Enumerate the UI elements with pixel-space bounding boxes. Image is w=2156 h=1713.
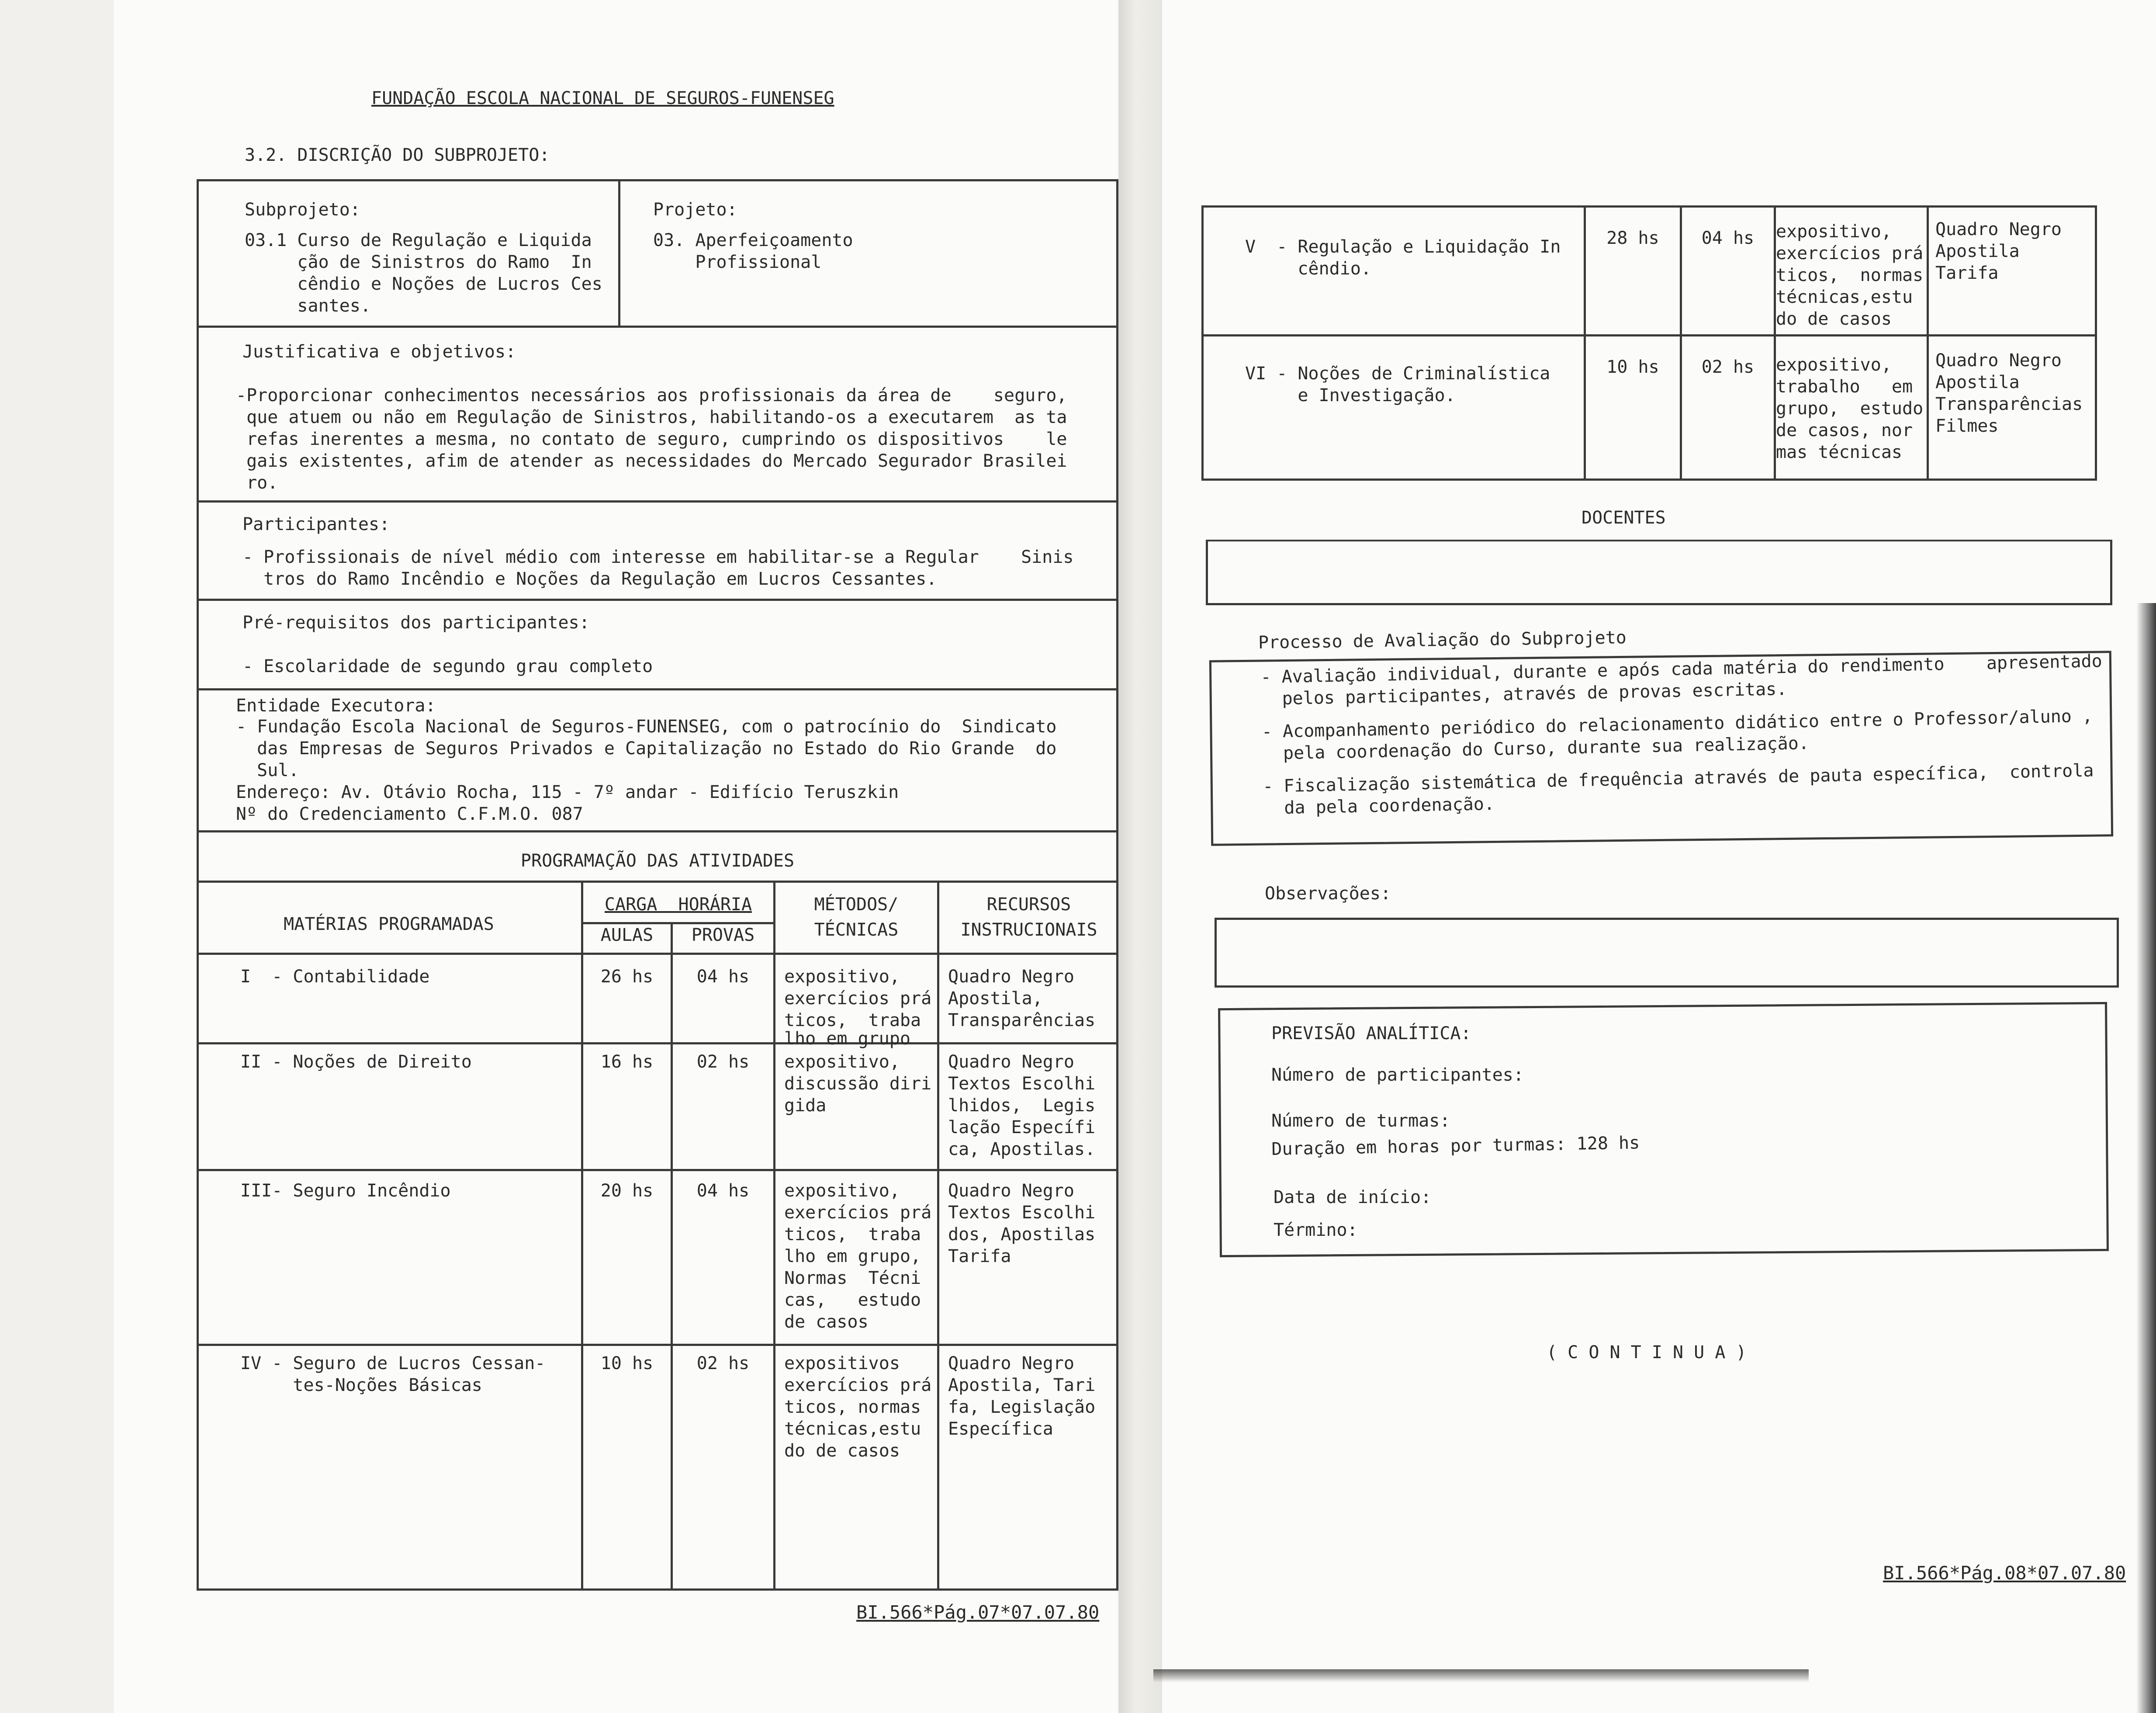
metodos-line: exercícios prá	[1776, 243, 1924, 264]
entidade-line: Endereço: Av. Otávio Rocha, 115 - 7º andar - Edifício Teruszkin	[236, 782, 899, 802]
previsao-item: Duração em horas por turmas: 128 hs	[1271, 1133, 1640, 1159]
provas-cell: 04 hs	[1701, 228, 1755, 248]
right-page	[1162, 0, 2156, 1713]
materia-line: V - Regulação e Liquidação In	[1245, 237, 1561, 257]
recursos-line: Quadro Negro	[1935, 219, 2062, 239]
metodos-cell	[1776, 221, 1923, 330]
projeto-label: Projeto:	[653, 200, 737, 220]
metodos-cell	[784, 1051, 931, 1117]
materia-line: VI - Noções de Criminalística	[1245, 364, 1550, 384]
recursos-cell	[948, 966, 1095, 1031]
metodos-line: ticos, traba	[784, 1010, 921, 1030]
metodos-line: gida	[784, 1096, 827, 1116]
entidade-line: Sul.	[236, 760, 299, 780]
col-line	[671, 922, 673, 1591]
metodos-line: discussão diri	[784, 1074, 932, 1094]
recursos-line: Específica	[948, 1419, 1053, 1439]
recursos-line: Quadro Negro	[1935, 350, 2062, 371]
metodos-line: cas, estudo	[784, 1290, 921, 1310]
recursos-line: Filmes	[1935, 416, 1999, 436]
prerequisitos-line: - Escolaridade de segundo grau completo	[242, 656, 653, 676]
previsao-item: Número de participantes:	[1271, 1065, 1524, 1085]
divider	[197, 326, 1118, 328]
projeto-line: Profissional	[653, 252, 822, 272]
recursos-line: ca, Apostilas.	[948, 1139, 1096, 1159]
col-recursos-line: INSTRUCIONAIS	[960, 920, 1097, 940]
divider	[197, 953, 1118, 955]
recursos-line: Apostila, Tari	[948, 1375, 1096, 1395]
metodos-line: lho em grupo,	[784, 1246, 921, 1266]
aulas-cell: 20 hs	[600, 1181, 654, 1201]
entidade-label: Entidade Executora:	[236, 696, 436, 716]
divider	[197, 688, 1118, 690]
justificativa-line: que atuem ou não em Regulação de Sinistros, habilitando-os a executarem as ta	[236, 407, 1067, 427]
metodos-line: expositivo,	[1776, 355, 1892, 375]
recursos-line: Quadro Negro	[948, 967, 1074, 987]
recursos-line: Transparências	[1935, 394, 2083, 414]
participantes-label: Participantes:	[242, 514, 390, 534]
materia-cell: II - Noções de Direito	[240, 1052, 472, 1072]
row-divider	[197, 1042, 1118, 1044]
materia-line: tes-Noções Básicas	[240, 1375, 482, 1395]
justificativa-label: Justificativa e objetivos:	[242, 342, 516, 362]
materia-cell: III- Seguro Incêndio	[240, 1181, 451, 1201]
materia-cell	[1245, 363, 1550, 406]
left-page	[114, 0, 1118, 1713]
recursos-cell	[1935, 218, 2062, 284]
recursos-line: Apostila,	[948, 988, 1043, 1009]
metodos-line: de casos	[784, 1312, 869, 1332]
subprojeto-line: santes.	[245, 296, 371, 316]
col-aulas: AULAS	[600, 925, 654, 945]
metodos-line: ticos, normas	[784, 1397, 921, 1417]
materia-cell	[1245, 236, 1561, 280]
recursos-line: lhidos, Legis	[948, 1096, 1096, 1116]
recursos-cell	[948, 1180, 1095, 1267]
subprojeto-line: cêndio e Noções de Lucros Ces	[245, 274, 602, 294]
recursos-cell	[948, 1352, 1095, 1440]
prerequisitos-label: Pré-requisitos dos participantes:	[242, 613, 590, 633]
row-divider	[197, 1169, 1118, 1171]
metodos-line: ticos, traba	[784, 1224, 921, 1245]
entidade-line: das Empresas de Seguros Privados e Capitalização no Estado do Rio Grande do	[236, 739, 1057, 759]
aulas-cell: 28 hs	[1606, 228, 1659, 248]
continua-label: ( C O N T I N U A )	[1547, 1342, 1747, 1363]
recursos-line: Tarifa	[948, 1246, 1011, 1266]
col-provas: PROVAS	[691, 925, 755, 945]
metodos-line: expositivo,	[1776, 222, 1892, 242]
col-metodos-line: TÉCNICAS	[814, 920, 899, 940]
col-carga: CARGA HORÁRIA	[604, 895, 752, 915]
metodos-line: grupo, estudo	[1776, 399, 1924, 419]
col-metodos	[775, 894, 937, 941]
col-line	[937, 881, 939, 1591]
metodos-line: técnicas,estu	[784, 1419, 921, 1439]
section-title: 3.2. DISCRIÇÃO DO SUBPROJETO:	[245, 145, 550, 165]
docentes-box	[1206, 540, 2112, 605]
metodos-cell	[784, 966, 932, 1049]
materia-cell: I - Contabilidade	[240, 967, 430, 987]
metodos-line: de casos, nor	[1776, 420, 1913, 440]
recursos-line: Quadro Negro	[948, 1052, 1074, 1072]
divider	[197, 881, 1118, 883]
metodos-line: exercícios prá	[784, 988, 932, 1009]
metodos-line: expositivos	[784, 1353, 900, 1373]
col-recursos	[939, 894, 1118, 941]
aulas-cell: 10 hs	[1606, 357, 1659, 377]
row-divider	[197, 1344, 1118, 1346]
scan-bottom-shadow	[1153, 1669, 1809, 1682]
aulas-cell: 10 hs	[600, 1353, 654, 1373]
recursos-line: Textos Escolhi	[948, 1074, 1096, 1094]
participantes-line: - Profissionais de nível médio com interesse em habilitar-se a Regular Sinis	[242, 547, 1074, 567]
col-line	[1927, 205, 1929, 481]
scan-edge-shadow	[2136, 603, 2156, 1713]
entidade-text	[236, 716, 1056, 825]
recursos-cell	[1935, 350, 2083, 437]
row-divider	[1201, 334, 2097, 336]
subprojeto-text	[245, 229, 602, 317]
avaliacao-text	[1260, 650, 2105, 819]
materia-cell	[240, 1352, 545, 1396]
participantes-text	[242, 546, 1073, 590]
provas-cell: 04 hs	[696, 1181, 750, 1201]
metodos-line: expositivo,	[784, 967, 900, 987]
materia-line: e Investigação.	[1245, 385, 1456, 406]
avaliacao-line: pela coordenação do Curso, durante sua realização.	[1262, 733, 1810, 764]
divider	[197, 599, 1118, 601]
divider	[618, 179, 620, 328]
previsao-item: Término:	[1274, 1220, 1358, 1240]
subprojeto-line: ção de Sinistros do Ramo In	[245, 252, 592, 272]
justificativa-text	[236, 385, 1067, 494]
avaliacao-line: - Avaliação individual, durante e após cada matéria do rendimento apresentado	[1260, 651, 2103, 687]
col-metodos-line: MÉTODOS/	[814, 895, 899, 915]
metodos-line: exercícios prá	[784, 1375, 932, 1395]
justificativa-line: -Proporcionar conhecimentos necessários aos profissionais da área de seguro,	[236, 385, 1067, 406]
avaliacao-label: Processo de Avaliação do Subprojeto	[1258, 628, 1627, 653]
subprojeto-line: 03.1 Curso de Regulação e Liquida	[245, 230, 592, 250]
institution-header: FUNDAÇÃO ESCOLA NACIONAL DE SEGUROS-FUNENSEG	[371, 88, 834, 108]
metodos-line: do de casos	[1776, 309, 1892, 329]
materia-line: IV - Seguro de Lucros Cessan-	[240, 1353, 546, 1373]
book-spine	[1118, 0, 1162, 1713]
participantes-line: tros do Ramo Incêndio e Noções da Regulação em Lucros Cessantes.	[242, 569, 937, 589]
metodos-line: Normas Técni	[784, 1268, 921, 1288]
metodos-line: expositivo,	[784, 1181, 900, 1201]
docentes-label: DOCENTES	[1582, 508, 1666, 528]
projeto-line: 03. Aperfeiçoamento	[653, 230, 853, 250]
projeto-text	[653, 229, 853, 273]
recursos-line: Apostila	[1935, 241, 2020, 261]
metodos-line: do de casos	[784, 1441, 900, 1461]
divider	[197, 500, 1118, 503]
aulas-cell: 16 hs	[600, 1052, 654, 1072]
justificativa-line: gais existentes, afim de atender as necessidades do Mercado Segurador Brasilei	[236, 451, 1067, 471]
justificativa-line: ro.	[236, 473, 278, 493]
subprojeto-label: Subprojeto:	[245, 200, 360, 220]
avaliacao-line: pelos participantes, através de provas escritas.	[1260, 679, 1787, 709]
col-materias: MATÉRIAS PROGRAMADAS	[284, 914, 494, 934]
recursos-line: Tarifa	[1935, 263, 1999, 283]
previsao-item: Número de turmas:	[1271, 1111, 1450, 1131]
metodos-line: ticos, normas	[1776, 265, 1924, 285]
metodos-cell	[1776, 354, 1923, 463]
metodos-cell	[784, 1352, 931, 1462]
provas-cell: 02 hs	[1701, 357, 1755, 377]
provas-cell: 04 hs	[696, 967, 750, 987]
metodos-cell	[784, 1180, 931, 1333]
entidade-line: Nº do Credenciamento C.F.M.O. 087	[236, 804, 583, 824]
provas-cell: 02 hs	[696, 1353, 750, 1373]
observacoes-box	[1215, 918, 2119, 988]
observacoes-label: Observações:	[1265, 884, 1391, 904]
recursos-line: dos, Apostilas	[948, 1224, 1096, 1245]
previsao-item: Data de início:	[1274, 1187, 1432, 1207]
entidade-line: - Fundação Escola Nacional de Seguros-FUNENSEG, com o patrocínio do Sindicato	[236, 717, 1057, 737]
recursos-line: lação Específi	[948, 1117, 1096, 1137]
justificativa-line: refas inerentes a mesma, no contato de seguro, cumprindo os dispositivos le	[236, 429, 1067, 449]
page-footer: BI.566*Pág.07*07.07.80	[856, 1602, 1100, 1623]
recursos-line: Quadro Negro	[948, 1181, 1074, 1201]
recursos-line: Apostila	[1935, 372, 2020, 392]
recursos-line: Transparências	[948, 1010, 1096, 1030]
materia-line: cêndio.	[1245, 259, 1371, 279]
metodos-line: expositivo,	[784, 1052, 900, 1072]
avaliacao-line: - Acompanhamento periódico do relacionamento didático entre o Professor/aluno ,	[1261, 706, 2093, 742]
aulas-cell: 26 hs	[600, 967, 654, 987]
metodos-line: mas técnicas	[1776, 442, 1902, 462]
provas-cell: 02 hs	[696, 1052, 750, 1072]
metodos-line: lho em grupo	[784, 1029, 910, 1049]
recursos-line: Textos Escolhi	[948, 1203, 1096, 1223]
recursos-line: Quadro Negro	[948, 1353, 1074, 1373]
avaliacao-line: da pela coordenação.	[1263, 794, 1495, 818]
col-line	[773, 881, 775, 1591]
metodos-line: técnicas,estu	[1776, 287, 1913, 307]
recursos-line: fa, Legislação	[948, 1397, 1096, 1417]
programacao-title: PROGRAMAÇÃO DAS ATIVIDADES	[520, 851, 795, 871]
metodos-line: exercícios prá	[784, 1203, 932, 1223]
previsao-title: PREVISÃO ANALÍTICA:	[1271, 1023, 1471, 1044]
avaliacao-line: - Fiscalização sistemática de frequência através de pauta específica, controla	[1262, 760, 2094, 797]
page-footer: BI.566*Pág.08*07.07.80	[1883, 1562, 2126, 1584]
metodos-line: trabalho em	[1776, 377, 1913, 397]
col-recursos-line: RECURSOS	[986, 895, 1071, 915]
recursos-cell	[948, 1051, 1095, 1160]
